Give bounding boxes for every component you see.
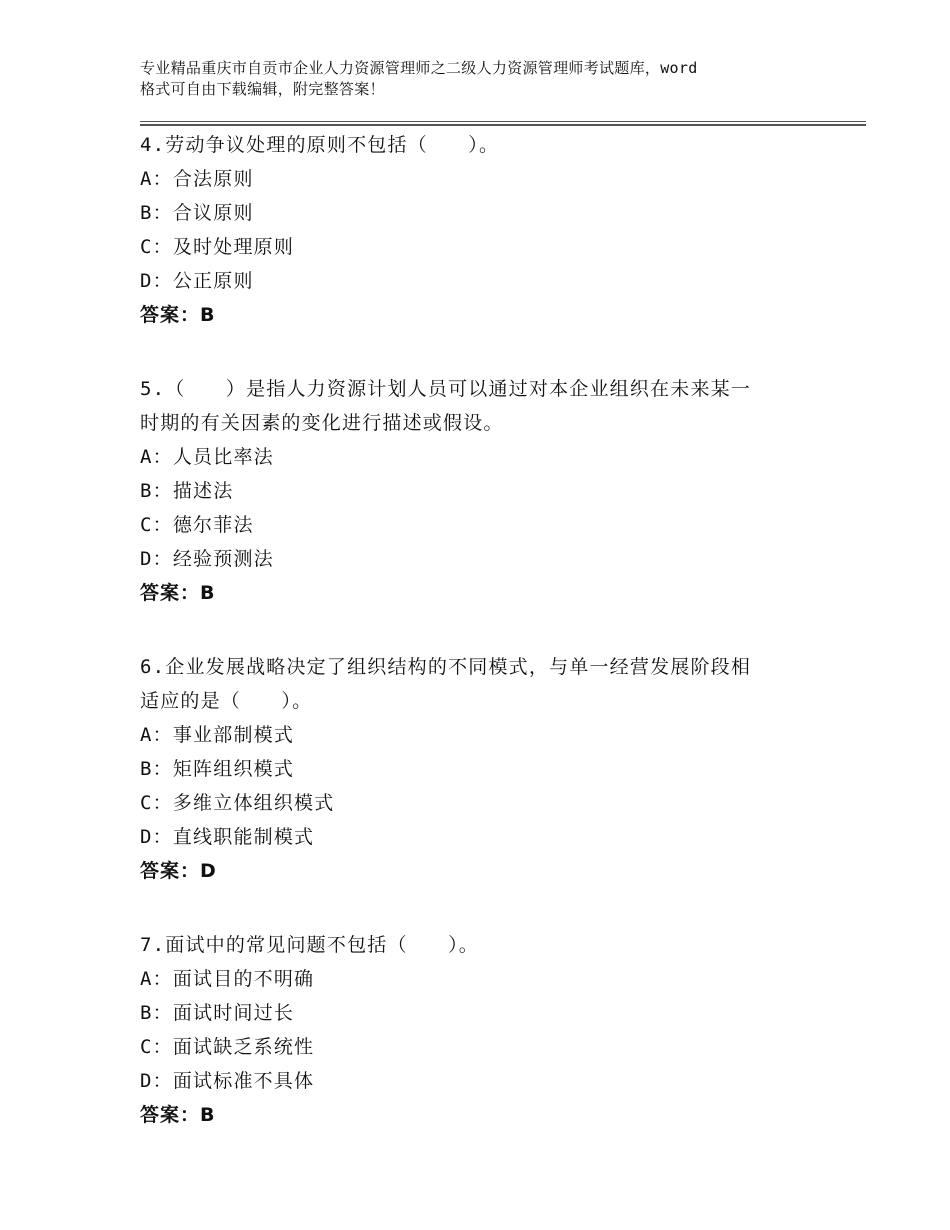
- question-4: [140, 128, 840, 332]
- option-d: D：面试标准不具体: [140, 1070, 315, 1092]
- question-stem-line-2: 适应的是（ ）。: [140, 690, 313, 712]
- option-a: A：合法原则: [140, 168, 254, 190]
- answer: 答案：D: [140, 860, 217, 882]
- question-stem-line-2: 时期的有关因素的变化进行描述或假设。: [140, 412, 504, 434]
- option-b: B：面试时间过长: [140, 1002, 295, 1024]
- question-list: [140, 128, 840, 1172]
- option-b: B：描述法: [140, 480, 234, 502]
- answer: 答案：B: [140, 1104, 216, 1126]
- question-5: [140, 372, 840, 610]
- question-stem: 4.劳动争议处理的原则不包括（ ）。: [140, 134, 500, 156]
- answer: 答案：B: [140, 582, 216, 604]
- document-header: [140, 58, 840, 100]
- header-line-2: 格式可自由下载编辑，附完整答案！: [140, 80, 385, 98]
- answer: 答案：B: [140, 304, 216, 326]
- option-c: C：面试缺乏系统性: [140, 1036, 315, 1058]
- option-c: C：德尔菲法: [140, 514, 254, 536]
- option-b: B：矩阵组织模式: [140, 758, 295, 780]
- question-stem-line-1: 6.企业发展战略决定了组织结构的不同模式，与单一经营发展阶段相: [140, 656, 752, 678]
- header-divider-top: [140, 121, 866, 122]
- header-divider-bottom: [140, 124, 866, 126]
- option-a: A：面试目的不明确: [140, 968, 315, 990]
- question-6: [140, 650, 840, 888]
- option-c: C：多维立体组织模式: [140, 792, 335, 814]
- option-b: B：合议原则: [140, 202, 254, 224]
- option-d: D：经验预测法: [140, 548, 274, 570]
- question-stem: 7.面试中的常见问题不包括（ ）。: [140, 934, 479, 956]
- question-7: [140, 928, 840, 1132]
- header-line-1: 专业精品重庆市自贡市企业人力资源管理师之二级人力资源管理师考试题库，word: [140, 59, 698, 77]
- option-a: A：人员比率法: [140, 446, 274, 468]
- option-a: A：事业部制模式: [140, 724, 295, 746]
- option-d: D：公正原则: [140, 270, 254, 292]
- option-c: C：及时处理原则: [140, 236, 295, 258]
- option-d: D：直线职能制模式: [140, 826, 315, 848]
- question-stem-line-1: 5.（ ）是指人力资源计划人员可以通过对本企业组织在未来某一: [140, 378, 752, 400]
